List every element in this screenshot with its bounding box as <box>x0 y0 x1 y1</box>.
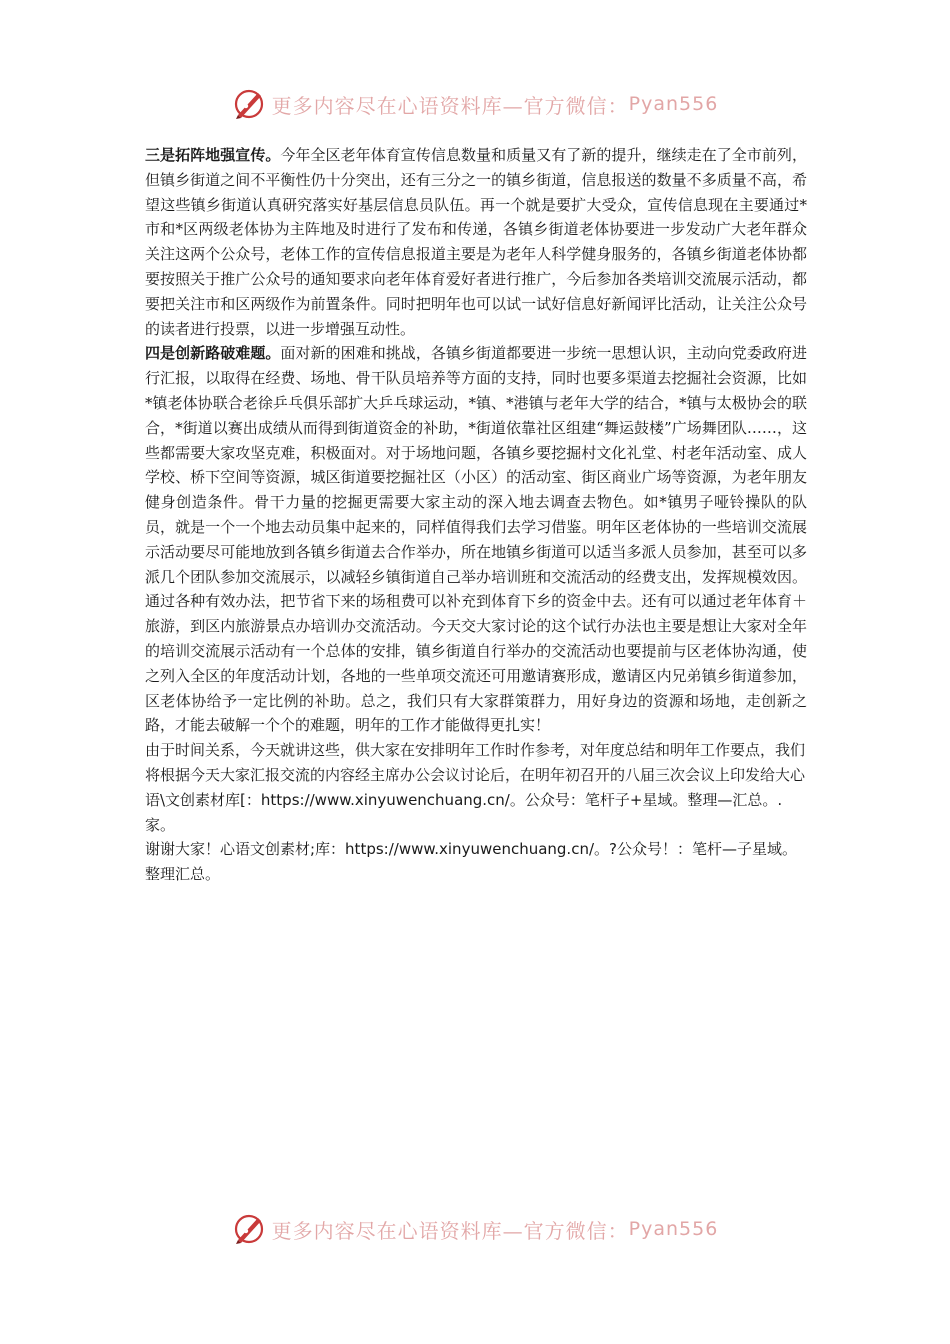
document-body <box>145 143 807 887</box>
banner-wechat-id: Pyan556 <box>628 93 719 115</box>
banner-text: 更多内容尽在心语资料库—官方微信： <box>271 1218 629 1243</box>
pen-circle-icon <box>232 1212 266 1246</box>
banner-text: 更多内容尽在心语资料库—官方微信： <box>271 93 629 118</box>
pen-circle-icon <box>232 87 266 121</box>
paragraph-lead-heading: 四是创新路破难题。 <box>145 344 281 363</box>
banner-wechat-id: Pyan556 <box>628 1218 719 1240</box>
paragraph-publicity <box>145 143 807 341</box>
footer-watermark-banner <box>0 1209 950 1249</box>
header-watermark-banner <box>0 84 950 124</box>
paragraph-lead-heading: 三是拓阵地强宣传。 <box>145 146 281 164</box>
paragraph-closing-remarks: 由于时间关系，今天就讲这些，供大家在安排明年工作时作参考，对年度总结和明年工作要点，我们将根据今天大家汇报交流的内容经主席办公会议讨论后，在明年初召开的八届三次会议上印发给大心语\文创素材库[：https://www.xinyuwenchuang.cn/。公众号：笔杆子+星域。整理—汇总。.家。 <box>145 741 806 834</box>
paragraph-body-text: 面对新的困难和挑战，各镇乡街道都要进一步统一思想认识，主动向党委政府进行汇报，以取得在经费、场地、骨干队员培养等方面的支持，同时也要多渠道去挖掘社会资源，比如*镇老体协联合老徐乒乓俱乐部扩大乒乓球运动，*镇、*港镇与老年大学的结合，*镇与太极协会的联合，*街道以赛出成绩从而得到街道资金的补助，*街道依靠社区组建“舞运鼓楼”广场舞团队……，这些都需要大家攻坚克难，积极面对。对于场地问题，各镇乡要挖掘村文化礼堂、村老年活动室、成人学校、桥下空间等资源，城区街道要挖掘社区（小区）的活动室、街区商业广场等资源，为老年朋友健身创造条件。骨干力量的挖掘更需要大家主动的深入地去调查去物色。如*镇男子哑铃操队的队员，就是一个一个地去动员集中起来的，同样值得我们去学习借鉴。明年区老体协的一些培训交流展示活动要尽可能地放到各镇乡街道去合作举办，所在地镇乡街道可以适当多派人员参加，甚至可以多派几个团队参加交流展示，以减轻乡镇街道自己举办培训班和交流活动的经费支出，发挥规模效因。通过各种有效办法，把节省下来的场租费可以补充到体育下乡的资金中去。还有可以通过老年体育＋旅游，到区内旅游景点办培训办交流活动。今天交大家讨论的这个试行办法也主要是想让大家对全年的培训交流展示活动有一个总体的安排，镇乡街道自行举办的交流活动也要提前与区老体协沟通，使之列入全区的年度活动计划，各地的一些单项交流还可用邀请赛形成，邀请区内兄弟镇乡街道参加，区老体协给予一定比例的补助。总之，我们只有大家群策群力，用好身边的资源和场地，走创新之路，才能去破解一个个的难题，明年的工作才能做得更扎实！ <box>145 344 807 735</box>
paragraph-thanks: 谢谢大家！心语文创素材;库：https://www.xinyuwenchuang.cn/。?公众号！：笔杆—子星域。整理汇总。 <box>145 840 797 884</box>
paragraph-body-text: 今年全区老年体育宣传信息数量和质量又有了新的提升，继续走在了全市前列，但镇乡街道之间不平衡性仍十分突出，还有三分之一的镇乡街道，信息报送的数量不多质量不高，希望这些镇乡街道认真研究落实好基层信息员队伍。再一个就是要扩大受众，宣传信息现在主要通过*市和*区两级老体协为主阵地及时进行了发布和传递，各镇乡街道老体协要进一步发动广大老年群众关注这两个公众号，老体工作的宣传信息报道主要是为老年人科学健身服务的，各镇乡街道老体协都要按照关于推广公众号的通知要求向老年体育爱好者进行推广，今后参加各类培训交流展示活动，都要把关注市和区两级作为前置条件。同时把明年也可以试一试好信息好新闻评比活动，让关注公众号的读者进行投票，以进一步增强互动性。 <box>145 146 807 338</box>
paragraph-innovation <box>145 341 807 738</box>
